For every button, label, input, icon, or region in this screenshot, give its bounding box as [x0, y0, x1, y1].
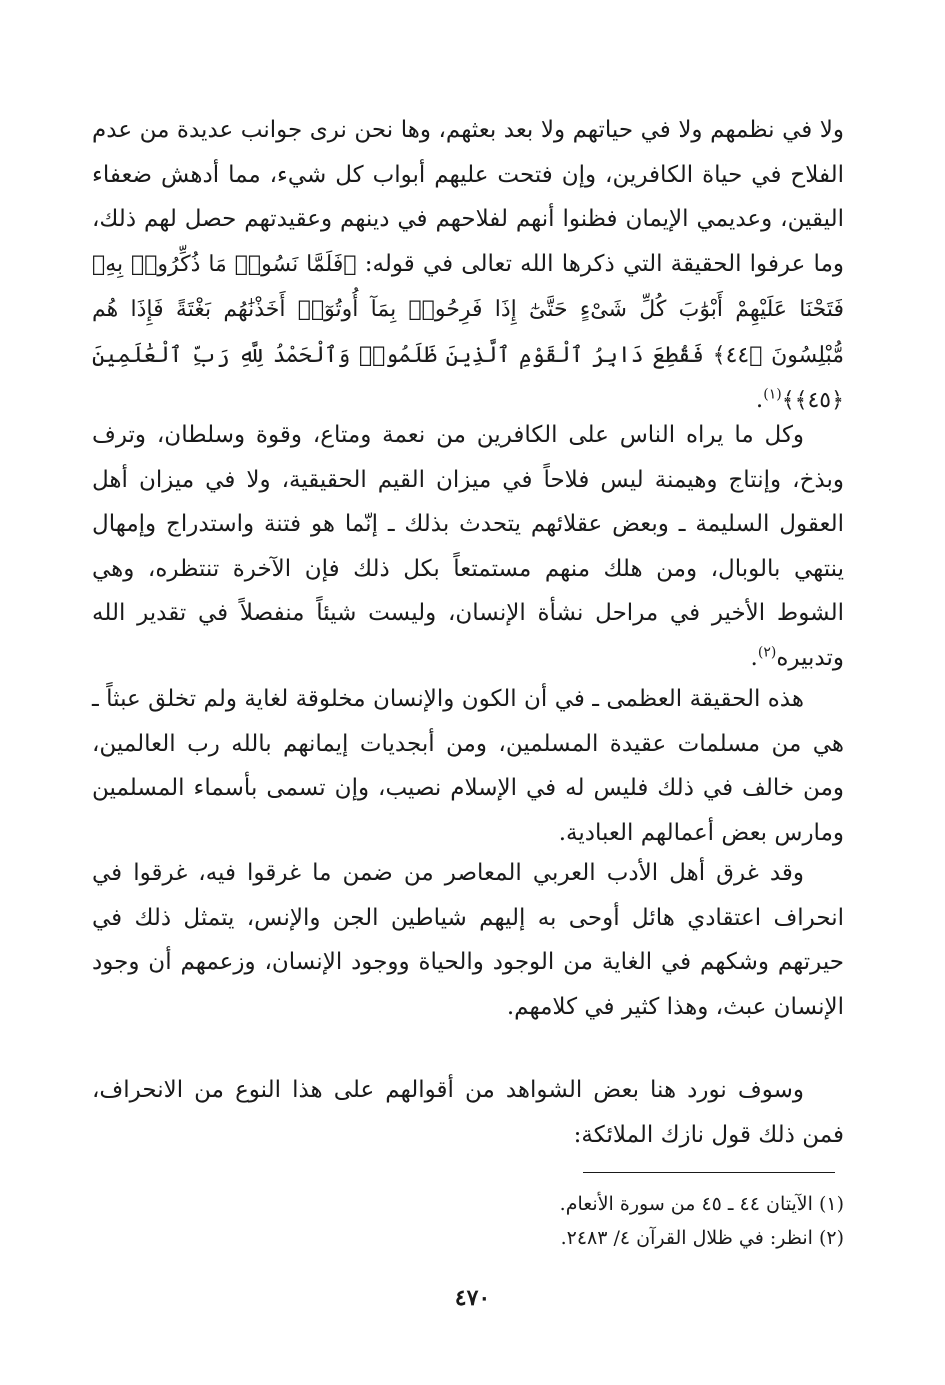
footnote-2-marker: (٢) — [818, 1227, 844, 1249]
paragraph-3 — [92, 677, 844, 855]
footnote-1-marker: (١) — [818, 1193, 844, 1215]
footnote-divider — [583, 1172, 835, 1173]
paragraph-3-text: هذه الحقيقة العظمى ـ في أن الكون والإنسان مخلوقة لغاية ولم تخلق عبثاً ـ هي من مسلمات عقيدة المسلمين، ومن أبجديات إيمانهم بالله رب العالمين، ومن خالف في ذلك فليس له في الإسلام نصيب، وإن تسمى بأسماء المسلمين ومارس بعض أعمالهم العبادية. — [92, 686, 844, 846]
paragraph-2-end: . — [750, 644, 758, 671]
quran-verse: ﴿فَلَمَّا نَسُوا۟ مَا ذُكِّرُوا۟ بِهِۦ فَتَحْنَا عَلَيْهِمْ أَبْوَٰبَ كُلِّ شَىْءٍ حَتَّىٰٓ إِذَا فَرِحُوا۟ بِمَآ أُوتُوٓا۟ أَخَذْنَٰهُم بَغْتَةً فَإِذَا هُم مُّبْلِسُونَ ﴿٤٤﴾ فَقُطِعَ دَابِرُ ٱلْقَوْمِ ٱلَّذِينَ ظَلَمُوا۟ وَٱلْحَمْدُ لِلَّهِ رَبِّ ٱلْعَٰلَمِينَ ﴿٤٥﴾﴾ — [92, 251, 844, 413]
paragraph-1-end: . — [755, 387, 764, 413]
paragraph-1-text: ولا في نظمهم ولا في حياتهم ولا بعد بعثهم، وها نحن نرى جوانب عديدة من عدم الفلاح في حياة الكافرين، وإن فتحت عليهم أبواب كل شيء، مما أدهش ضعفاء اليقين، وعديمي الإيمان فظنوا أنهم لفلاحهم في دينهم وعقيدتهم حصل لهم ذلك، وما عرفوا الحقيقة التي ذكرها الله تعالى في قوله: — [92, 117, 844, 277]
paragraph-4 — [92, 851, 844, 1029]
footnotes — [400, 1187, 844, 1255]
footnote-1-text: الآيتان ٤٤ ـ ٤٥ من سورة الأنعام. — [559, 1193, 813, 1215]
footnote-2 — [400, 1221, 844, 1255]
page-number: ٤٧٠ — [454, 1285, 491, 1311]
footnote-2-text: انظر: في ظلال القرآن ٤/ ٢٤٨٣. — [560, 1227, 813, 1249]
paragraph-4-text: وقد غرق أهل الأدب العربي المعاصر من ضمن ما غرقوا فيه، غرقوا في انحراف اعتقادي هائل أوحى به إليهم شياطين الجن والإنس، يتمثل ذلك في حيرتهم وشكهم في الغاية من الوجود والحياة ووجود الإنسان، وزعمهم أن وجود الإنسان عبث، وهذا كثير في كلامهم. — [92, 860, 844, 1020]
footnote-1 — [400, 1187, 844, 1221]
paragraph-1 — [92, 108, 844, 424]
footnote-ref-2: (٢) — [757, 643, 777, 660]
footnote-ref-1: (١) — [763, 386, 782, 403]
paragraph-2 — [92, 413, 844, 680]
paragraph-2-text: وكل ما يراه الناس على الكافرين من نعمة ومتاع، وقوة وسلطان، وترف وبذخ، وإنتاج وهيمنة ليس فلاحاً في ميزان القيم الحقيقية، ولا في ميزان أهل العقول السليمة ـ وبعض عقلائهم يتحدث بذلك ـ إنّما هو فتنة واستدراج وإمهال ينتهي بالوبال، ومن هلك منهم مستمتعاً بكل ذلك فإن الآخرة تنتظره، وهي الشوط الأخير في مراحل نشأة الإنسان، وليست شيئاً منفصلاً في تقدير الله وتدبيره — [92, 422, 844, 671]
paragraph-5-text: وسوف نورد هنا بعض الشواهد من أقوالهم على هذا النوع من الانحراف، فمن ذلك قول نازك الملائكة: — [92, 1077, 844, 1148]
paragraph-5 — [92, 1068, 844, 1157]
